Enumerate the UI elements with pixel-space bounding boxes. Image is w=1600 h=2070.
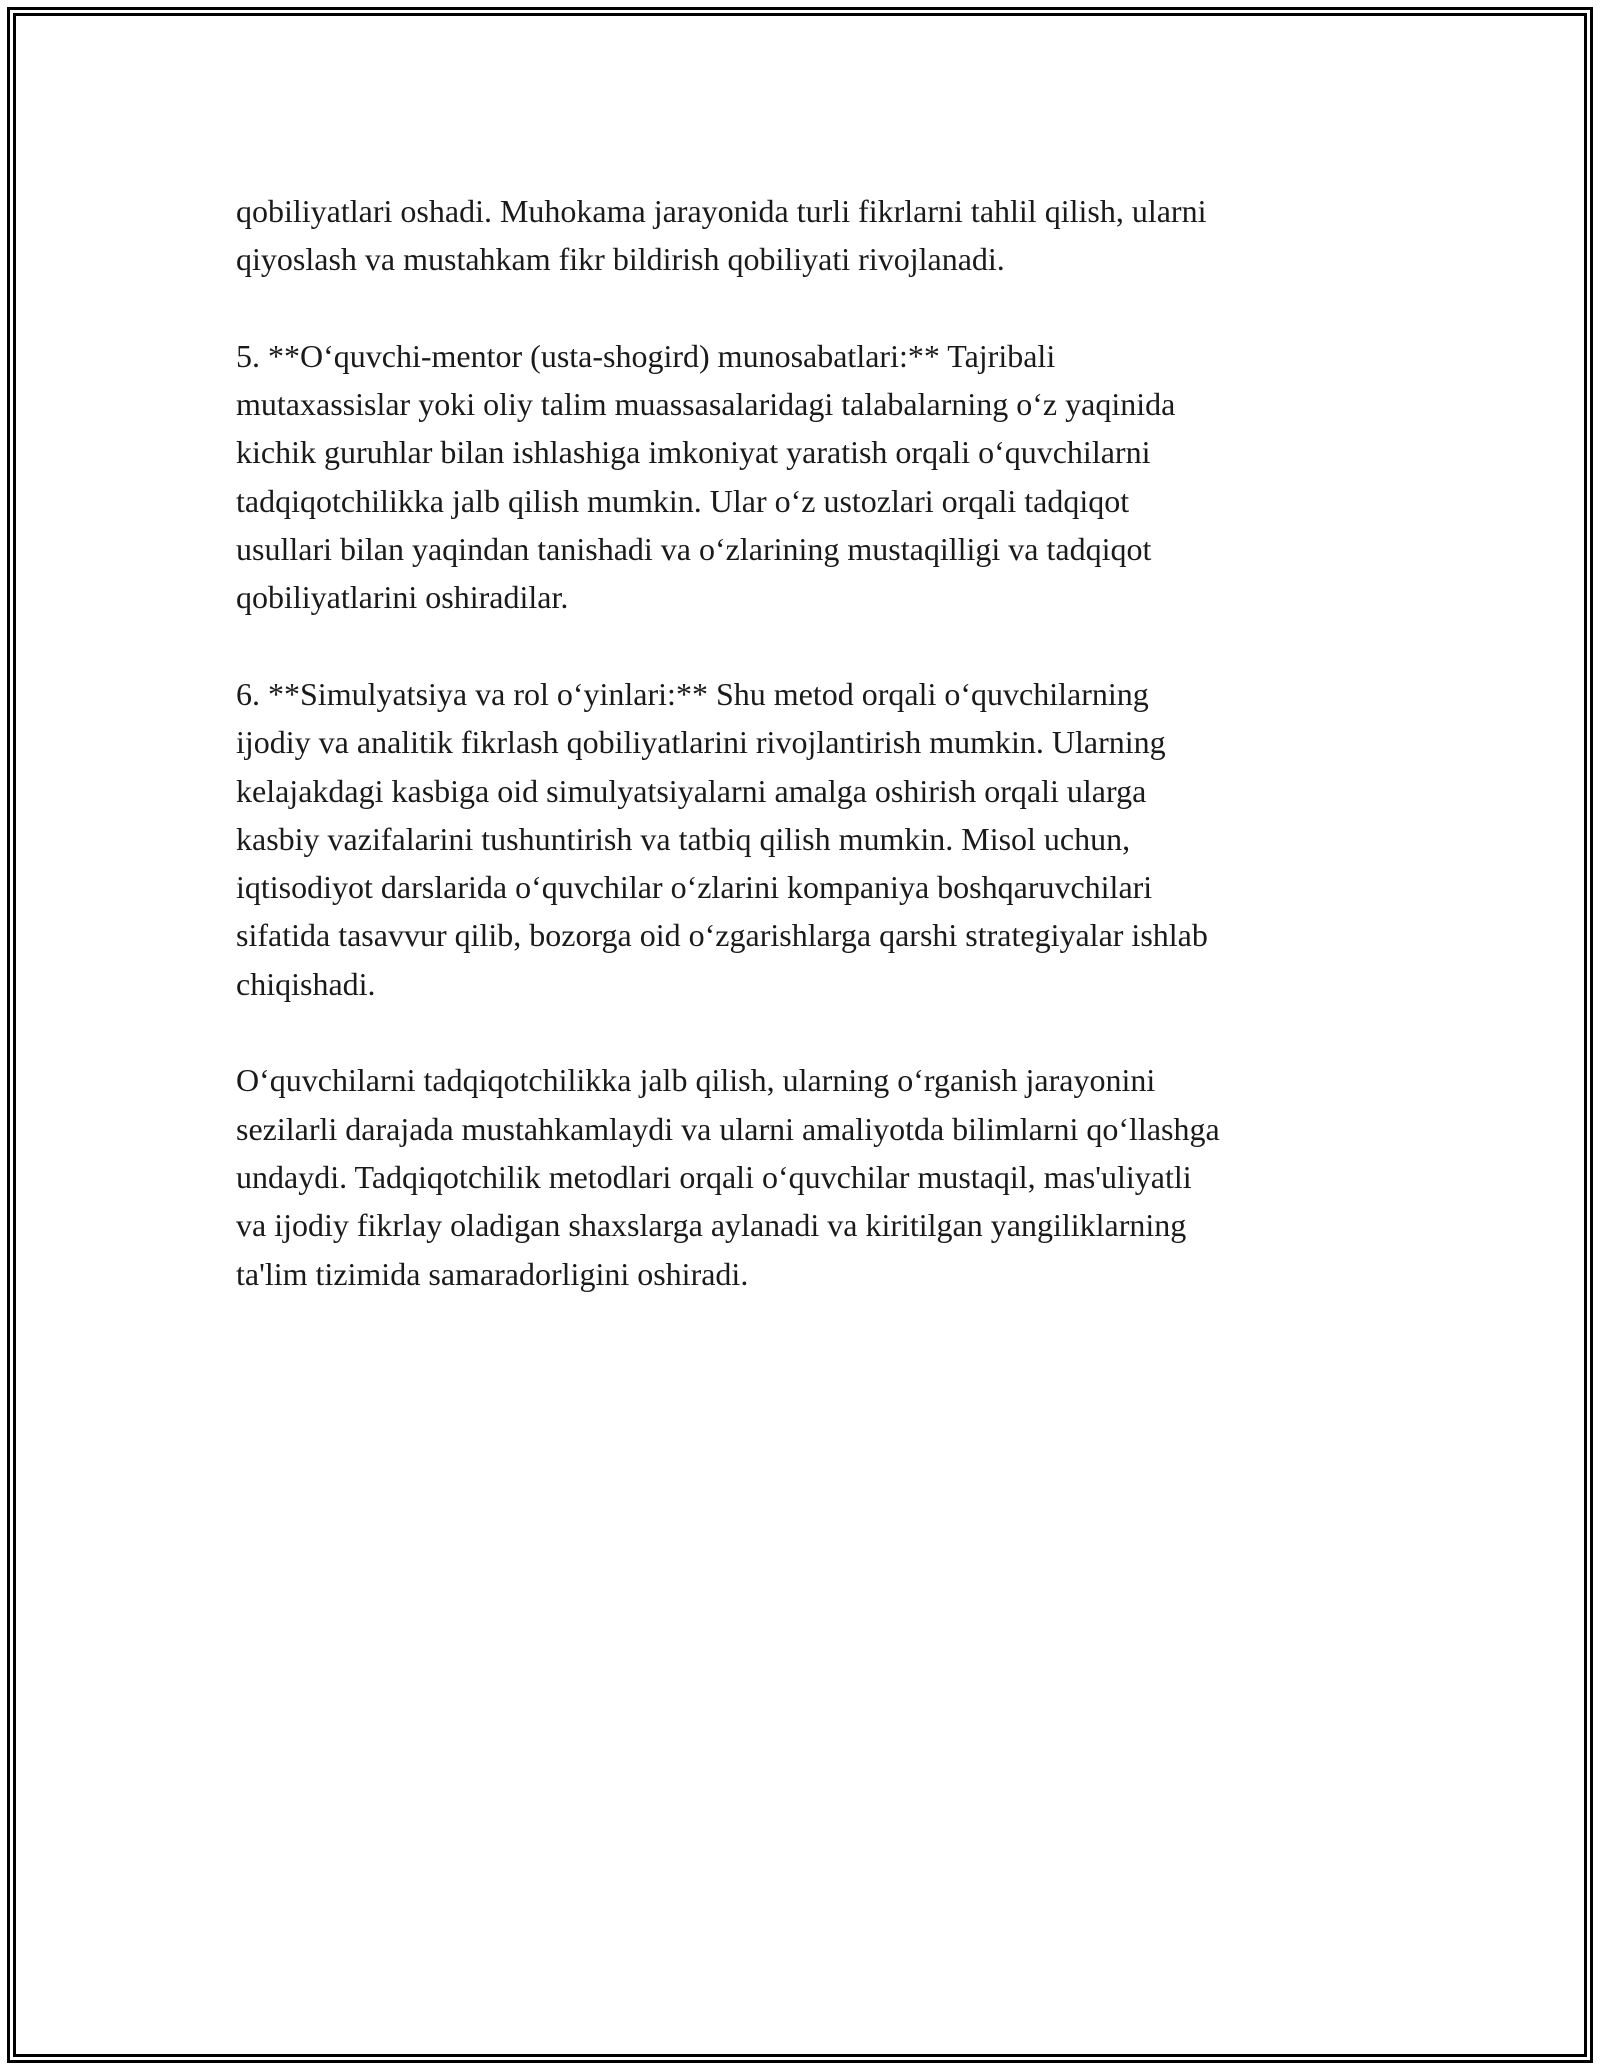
document-body <box>236 187 1366 1346</box>
paragraph-conclusion: O‘quvchilarni tadqiqotchilikka jalb qilish, ularning o‘rganish jarayonini sezilarli darajada mustahkamlaydi va ularni amaliyotda bilimlarni qo‘llashga undaydi. Tadqiqotchilik metodlari orqali o‘quvchilar mustaqil, mas'uliyatli va ijodiy fikrlay oladigan shaxslarga aylanadi va kiritilgan yangiliklarning ta'lim tizimida samaradorligini oshiradi. <box>236 1062 1220 1292</box>
paragraph-continuation: qobiliyatlari oshadi. Muhokama jarayonida turli fikrlarni tahlil qilish, ularni qiyoslash va mustahkam fikr bildirish qobiliyati rivojlanadi. <box>236 193 1207 278</box>
paragraph-mentor-relations: 5. **O‘quvchi-mentor (usta-shogird) munosabatlari:** Tajribali mutaxassislar yoki oliy talim muassasalaridagi talabalarning o‘z yaqinida kichik guruhlar bilan ishlashiga imkoniyat yaratish orqali o‘quvchilarni tadqiqotchilikka jalb qilish mumkin. Ular o‘z ustozlari orqali tadqiqot usullari bilan yaqindan tanishadi va o‘zlarining mustaqilligi va tadqiqot qobiliyatlarini oshiradilar. <box>236 337 1176 616</box>
paragraph-simulation-role-play: 6. **Simulyatsiya va rol o‘yinlari:** Shu metod orqali o‘quvchilarning ijodiy va analitik fikrlash qobiliyatlarini rivojlantirish mumkin. Ularning kelajakdagi kasbiga oid simulyatsiyalarni amalga oshirish orqali ularga kasbiy vazifalarini tushuntirish va tatbiq qilish mumkin. Misol uchun, iqtisodiyot darslarida o‘quvchilar o‘zlarini kompaniya boshqaruvchilari sifatida tasavvur qilib, bozorga oid o‘zgarishlarga qarshi strategiyalar ishlab chiqishadi. <box>236 675 1208 1002</box>
